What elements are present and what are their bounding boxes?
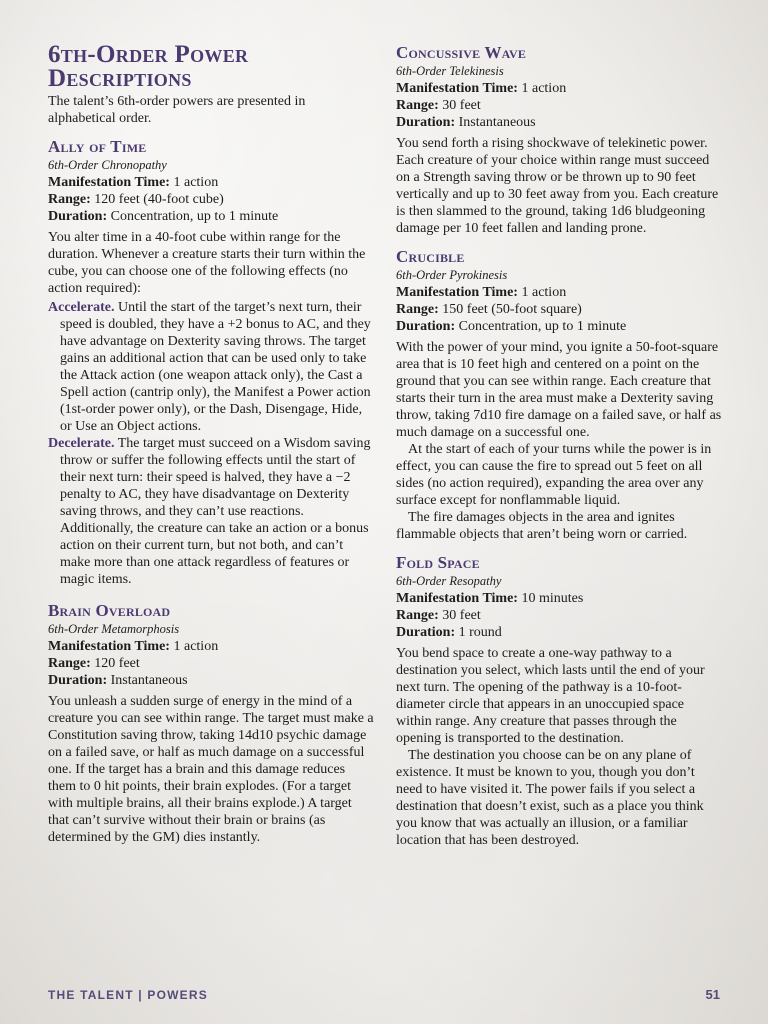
manifestation-time-label: Manifestation Time: [48, 639, 170, 654]
duration-value: Concentration, up to 1 minute [110, 209, 279, 224]
range-line [396, 97, 722, 114]
power-description: With the power of your mind, you ignite a 50-foot-square area that is 10 feet high and centered on a point on the ground that you can see within range. Each creature that starts their turn in the area must make a Dexterity saving throw, taking 7d10 fire damage on a failed save, or half as much damage on a successful one. [396, 340, 722, 440]
power-description: You send forth a rising shockwave of telekinetic power. Each creature of your choice within range must succeed on a Strength saving throw or be thrown up to 90 feet vertically and up to 30 feet away from you. Each creature is then slammed to the ground, taking 1d6 bludgeoning damage per 10 feet fallen and landing prone. [396, 136, 719, 236]
duration-label: Duration: [48, 209, 108, 224]
power-description: The destination you choose can be on any plane of existence. It must be known to you, though you don’t need to have visited it. The power fails if you select a destination that doesn’t exist, such as a place you think you know that was actually an illusion, or a familiar location that has been destroyed. [396, 748, 704, 848]
power-order: 6th-Order Chronopathy [48, 158, 167, 172]
running-head: THE TALENT | POWERS [48, 988, 208, 1002]
range-value: 120 feet (40-foot cube) [94, 192, 224, 207]
duration-value: 1 round [458, 625, 502, 640]
power-order: 6th-Order Metamorphosis [48, 622, 180, 636]
manifestation-time-value: 10 minutes [521, 591, 584, 606]
manifestation-time-label: Manifestation Time: [396, 81, 518, 96]
power-name: Concussive Wave [396, 43, 527, 62]
range-line [396, 607, 722, 624]
option-label: Decelerate. [48, 436, 115, 451]
power-description: At the start of each of your turns while the power is in effect, you can cause the fire to spread out 5 feet on all sides (no action required), expanding the area over any surface except for nonflammable liquid. [396, 442, 712, 508]
duration-label: Duration: [396, 115, 456, 130]
range-value: 120 feet [94, 656, 140, 671]
duration-value: Instantaneous [458, 115, 536, 130]
range-label: Range: [396, 302, 439, 317]
manifestation-time-line [48, 638, 374, 655]
range-line [396, 301, 722, 318]
power-order: 6th-Order Telekinesis [396, 64, 504, 78]
power-name: Crucible [396, 247, 465, 266]
manifestation-time-label: Manifestation Time: [396, 285, 518, 300]
option-accelerate [48, 299, 374, 435]
range-label: Range: [396, 608, 439, 623]
duration-line [396, 624, 722, 641]
power-entry-concussive-wave [396, 43, 722, 237]
range-value: 30 feet [442, 608, 481, 623]
power-description: You bend space to create a one-way pathway to a destination you select, which lasts until the end of your next turn. The opening of the pathway is a 10-foot-diameter circle that appears in an unoccupied space within range. Any creature that passes through the opening is transported to the destination. [396, 646, 705, 746]
range-label: Range: [48, 656, 91, 671]
manifestation-time-value: 1 action [521, 81, 567, 96]
manifestation-time-value: 1 action [173, 175, 219, 190]
manifestation-time-value: 1 action [521, 285, 567, 300]
power-order: 6th-Order Resopathy [396, 574, 502, 588]
manifestation-time-line [396, 590, 722, 607]
page-number: 51 [705, 987, 720, 1002]
power-name: Fold Space [396, 553, 480, 572]
power-name: Ally of Time [48, 137, 147, 156]
page-title: 6th-Order Power Descriptions [48, 41, 249, 92]
option-text: The target must succeed on a Wisdom saving throw or suffer the following effects until the start of their next turn: their speed is halved, they have a −2 penalty to AC, they have disadvantage on Dexterity saving throws, and they can’t use reactions. Additionally, the creature can take an action or a bonus action on their current turn, but not both, and can’t make more than one attack regardless of features or magic items. [60, 436, 371, 587]
range-label: Range: [396, 98, 439, 113]
duration-label: Duration: [48, 673, 108, 688]
power-description: You unleash a sudden surge of energy in the mind of a creature you can see within range. The target must make a Constitution saving throw, taking 14d10 psychic damage on a failed save, or half as much damage on a successful one. If the target has a brain and this damage reduces them to 0 hit points, their brain explodes. (For a target with multiple brains, all their brains explode.) A target that can’t survive without their brain or brains (as determined by the GM) dies instantly. [48, 694, 374, 845]
power-description: The fire damages objects in the area and ignites flammable objects that aren’t being worn or carried. [396, 510, 688, 542]
manifestation-time-label: Manifestation Time: [396, 591, 518, 606]
range-label: Range: [48, 192, 91, 207]
range-line [48, 191, 374, 208]
option-text: Until the start of the target’s next turn, their speed is doubled, they have a +2 bonus to AC, and they have advantage on Dexterity saving throws. The target gains an additional action that can be used only to take the Attack action (one weapon attack only), the Cast a Spell action (cantrip only), the Manifest a Power action (1st-order power only), or the Dash, Disengage, Hide, or Use an Object actions. [60, 300, 371, 434]
power-entry-brain-overload [48, 601, 374, 846]
manifestation-time-value: 1 action [173, 639, 219, 654]
page-footer [48, 987, 720, 1003]
duration-label: Duration: [396, 319, 456, 334]
power-entry-ally-of-time [48, 137, 374, 588]
range-value: 30 feet [442, 98, 481, 113]
duration-value: Concentration, up to 1 minute [458, 319, 627, 334]
duration-value: Instantaneous [110, 673, 188, 688]
power-name: Brain Overload [48, 601, 171, 620]
duration-line [48, 208, 374, 225]
power-entry-fold-space [396, 553, 722, 849]
option-label: Accelerate. [48, 300, 115, 315]
duration-line [48, 672, 374, 689]
range-value: 150 feet (50-foot square) [442, 302, 582, 317]
duration-line [396, 318, 722, 335]
manifestation-time-label: Manifestation Time: [48, 175, 170, 190]
intro-text: The talent’s 6th-order powers are presented in alphabetical order. [48, 94, 306, 126]
power-entry-crucible [396, 247, 722, 543]
right-column [396, 43, 722, 849]
duration-line [396, 114, 722, 131]
range-line [48, 655, 374, 672]
option-decelerate [48, 435, 374, 588]
manifestation-time-line [396, 284, 722, 301]
left-column [48, 43, 374, 846]
manifestation-time-line [48, 174, 374, 191]
duration-label: Duration: [396, 625, 456, 640]
power-description: You alter time in a 40-foot cube within range for the duration. Whenever a creature starts their turn within the cube, you can choose one of the following effects (no action required): [48, 230, 366, 296]
power-order: 6th-Order Pyrokinesis [396, 268, 508, 282]
manifestation-time-line [396, 80, 722, 97]
